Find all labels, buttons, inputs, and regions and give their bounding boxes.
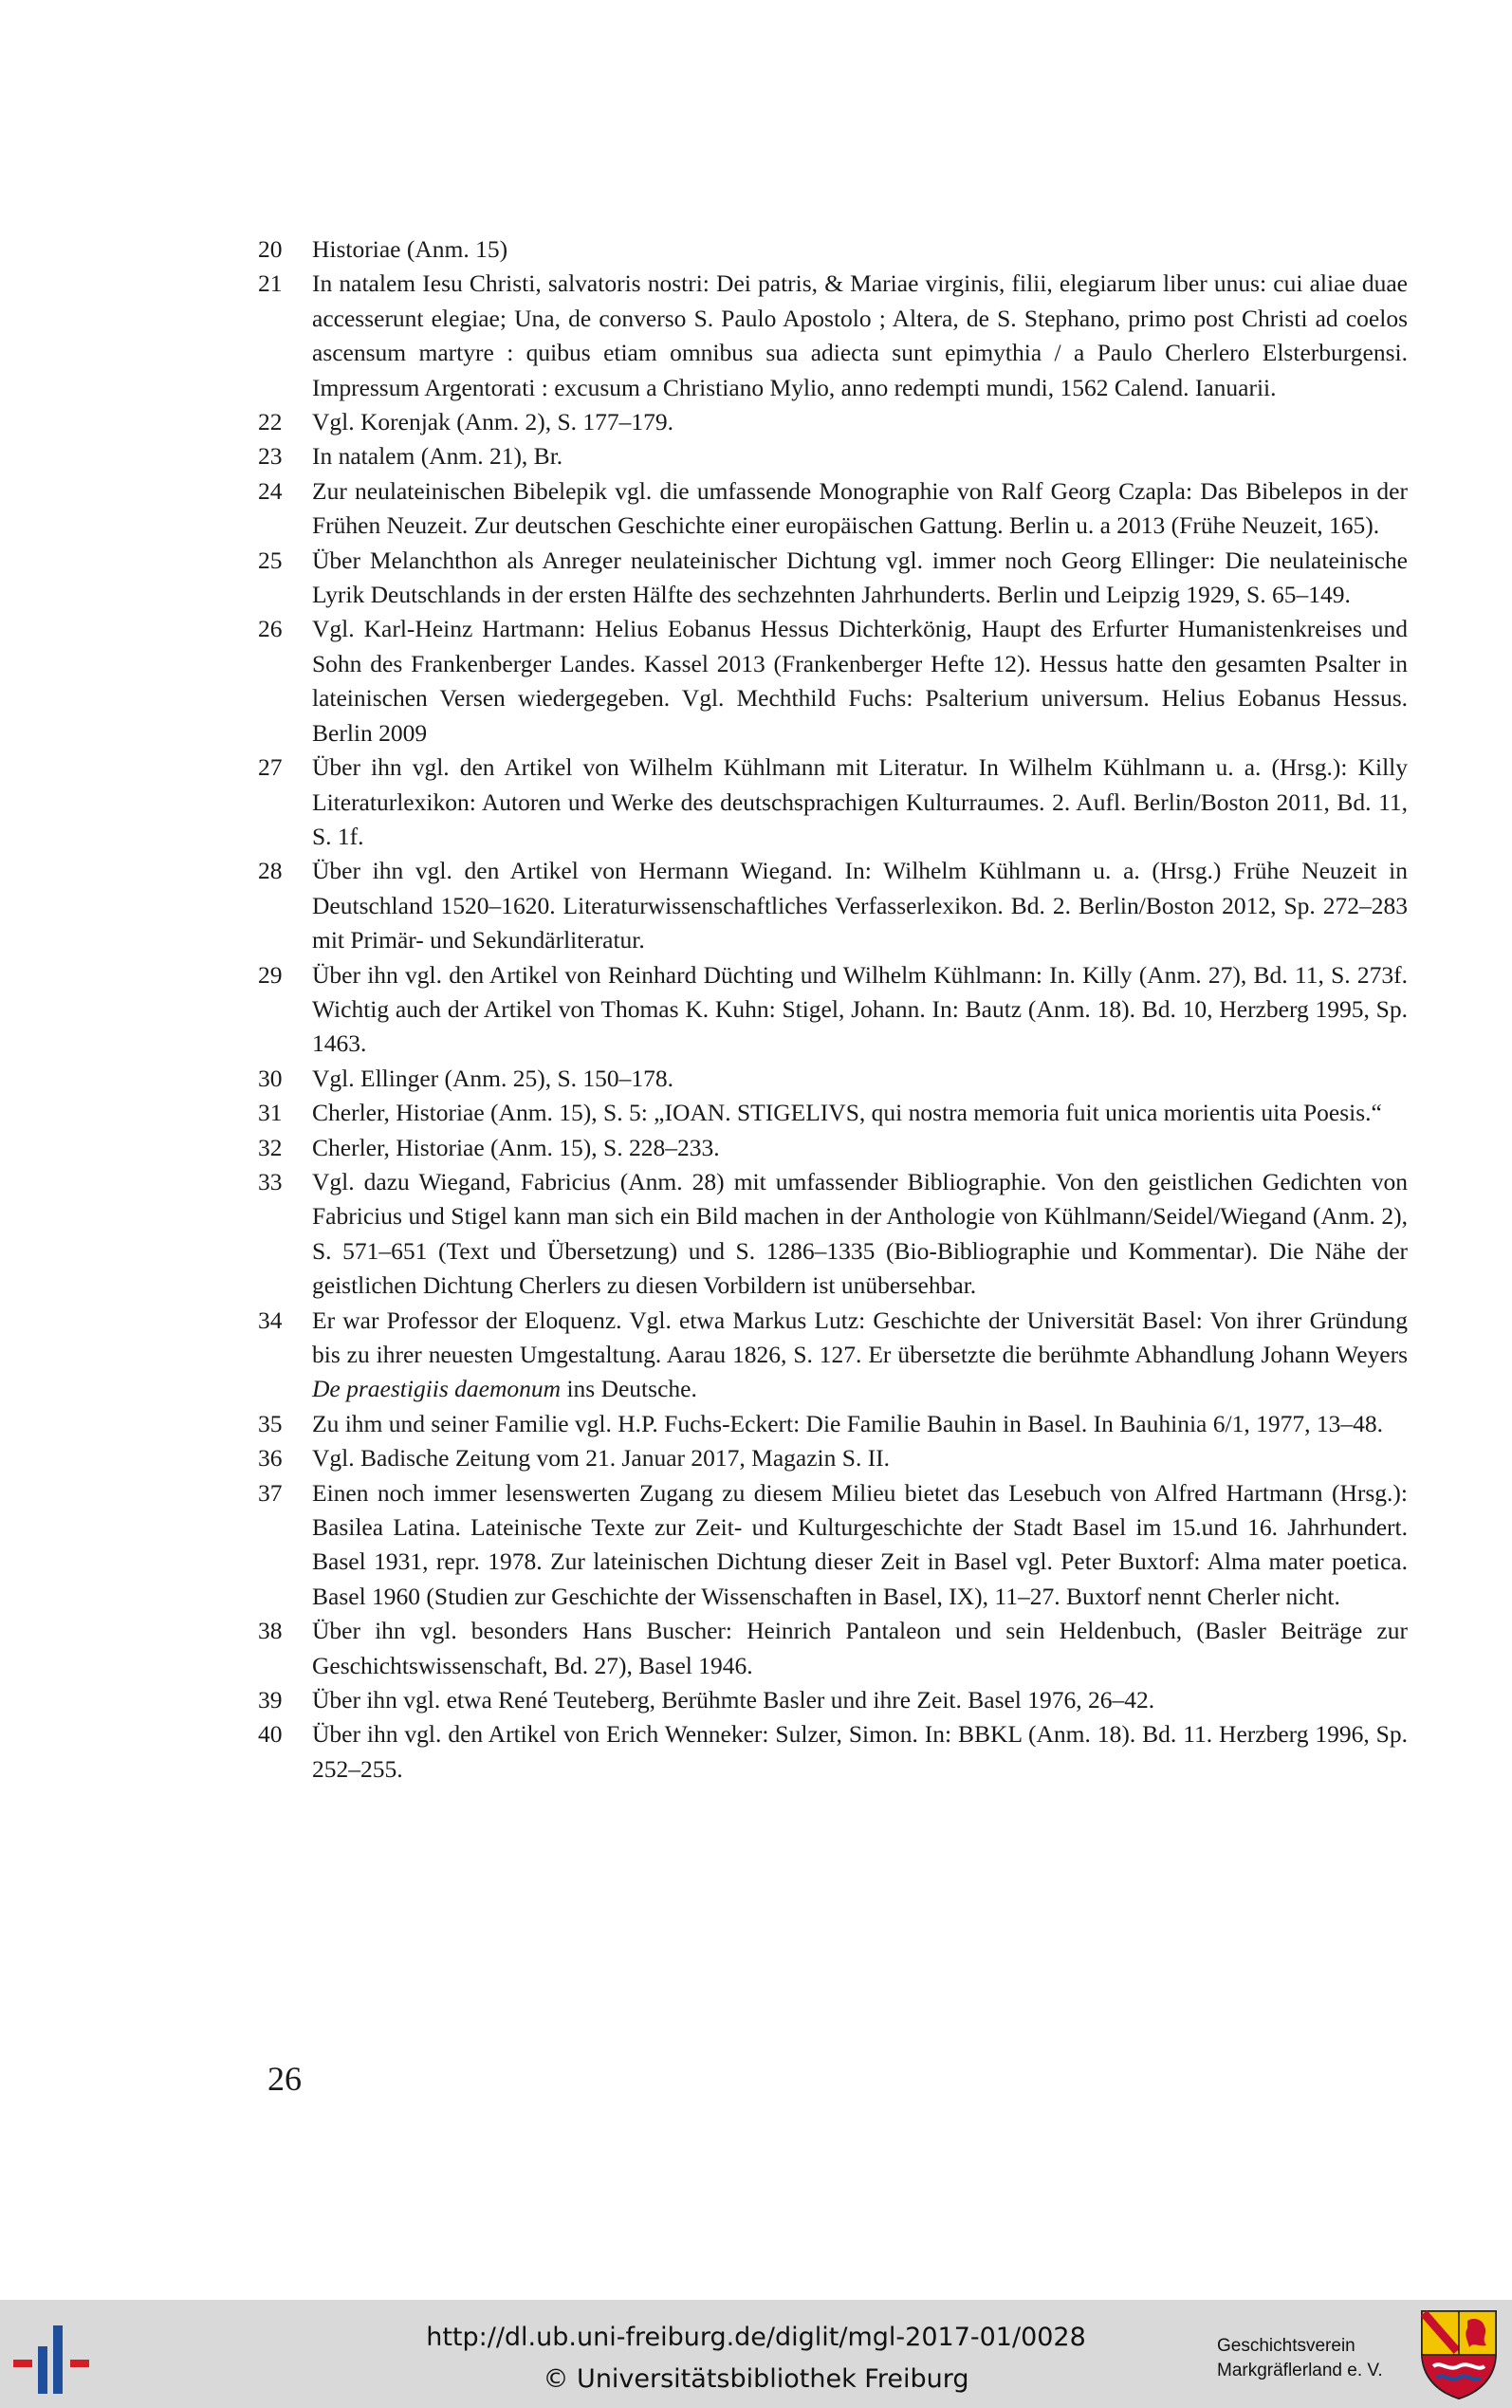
book-title: De praestigiis daemonum	[312, 1375, 562, 1403]
footnote	[258, 1441, 1408, 1475]
footnote-number: 34	[258, 1306, 283, 1334]
footnote	[258, 854, 1408, 957]
footnote	[258, 544, 1408, 613]
footnote-number: 20	[258, 235, 283, 263]
footnote-number: 40	[258, 1720, 283, 1749]
footnote-text: In natalem (Anm. 21), Br.	[312, 442, 563, 471]
footnote-text: Zu ihm und seiner Familie vgl. H.P. Fuchs-Eckert: Die Familie Bauhin in Basel. In Bauhinia 6/1, 1977, 13–48.	[312, 1409, 1383, 1437]
footnote-text: In natalem Iesu Christi, salvatoris nostri: Dei patris, & Mariae virginis, filii, elegiarum liber unus: cui aliae duae accesserunt elegiae; Una, de converso S. Paulo Apostolo ; Altera, de S. Stephano, primo post Christi ad coelos ascensum martyre : quibus etiam omnibus sua adiecta sunt epimythia / a Paulo Cherlero Elsterburgensi. Impressum Argentorati : excusum a Christiano Mylio, anno redempti mundi, 1562 Calend. Ianuarii.	[312, 269, 1408, 401]
coat-of-arms-icon	[1420, 2309, 1498, 2400]
footnote-text: Vgl. dazu Wiegand, Fabricius (Anm. 28) mit umfassender Bibliographie. Von den geistlichen Gedichten von Fabricius und Stigel kann man sich ein Bild machen in der Anthologie von Kühlmann/Seidel/Wiegand (Anm. 2), S. 571–651 (Text und Übersetzung) und S. 1286–1335 (Bio-Bibliographie und Kommentar). Die Nähe der geistlichen Dichtung Cherlers zu diesen Vorbildern ist unübersehbar.	[312, 1167, 1408, 1300]
footnote	[258, 612, 1408, 750]
footnote-text: Historiae (Anm. 15)	[312, 235, 508, 263]
footnote-number: 29	[258, 960, 283, 989]
footnote-text: Zur neulateinischen Bibelepik vgl. die umfassende Monographie von Ralf Georg Czapla: Das Bibelepos in der Frühen Neuzeit. Zur deutschen Geschichte einer europäischen Gattung. Berlin u. a 2013 (Frühe Neuzeit, 165).	[312, 476, 1408, 540]
footnote	[258, 232, 1408, 267]
footnote-number: 28	[258, 857, 283, 885]
footnote-text: Vgl. Korenjak (Anm. 2), S. 177–179.	[312, 408, 674, 436]
footnote	[258, 1476, 1408, 1615]
footnote-text: Vgl. Badische Zeitung vom 21. Januar 2017, Magazin S. II.	[312, 1444, 891, 1473]
footnote-text: Über ihn vgl. den Artikel von Reinhard Düchting und Wilhelm Kühlmann: In. Killy (Anm. 27), Bd. 11, S. 273f. Wichtig auch der Artikel von Thomas K. Kuhn: Stigel, Johann. In: Bautz (Anm. 18). Bd. 10, Herzberg 1995, Sp. 1463.	[312, 960, 1408, 1058]
footnote	[258, 405, 1408, 439]
footnote	[258, 474, 1408, 544]
footnote	[258, 1683, 1408, 1717]
society-name-line: Markgräflerland e. V.	[1217, 2361, 1383, 2380]
footnote	[258, 1165, 1408, 1304]
footnote-number: 23	[258, 442, 283, 471]
footnote-text: Über ihn vgl. den Artikel von Erich Wenneker: Sulzer, Simon. In: BBKL (Anm. 18). Bd. 11. Herzberg 1996, Sp. 252–255.	[312, 1720, 1408, 1783]
footnote-number: 39	[258, 1686, 283, 1714]
footnote-number: 36	[258, 1444, 283, 1473]
copyright-notice: © Universitätsbibliothek Freiburg	[543, 2364, 969, 2394]
permalink-url[interactable]: http://dl.ub.uni-freiburg.de/diglit/mgl-2017-01/0028	[426, 2323, 1086, 2352]
footnote	[258, 1062, 1408, 1096]
footnote-text: Einen noch immer lesenswerten Zugang zu diesem Milieu bietet das Lesebuch von Alfred Hartmann (Hrsg.): Basilea Latina. Lateinische Texte zur Zeit- und Kulturgeschichte der Stadt Basel im 15.und 16. Jahrhundert. Basel 1931, repr. 1978. Zur lateinischen Dichtung dieser Zeit in Basel vgl. Peter Buxtorf: Alma mater poetica. Basel 1960 (Studien zur Geschichte der Wissenschaften in Basel, IX), 11–27. Buxtorf nennt Cherler nicht.	[312, 1478, 1408, 1610]
footnote	[258, 1717, 1408, 1787]
footnote-number: 37	[258, 1478, 283, 1507]
footnote	[258, 1096, 1408, 1130]
footnote-number: 27	[258, 753, 283, 782]
footnote-number: 22	[258, 408, 283, 436]
footnote	[258, 750, 1408, 854]
footnote-text: Vgl. Karl-Heinz Hartmann: Helius Eobanus Hessus Dichterkönig, Haupt des Erfurter Humanistenkreises und Sohn des Frankenberger Landes. Kassel 2013 (Frankenberger Hefte 12). Hessus hatte den gesamten Psalter in lateinischen Versen wiedergegeben. Vgl. Mechthild Fuchs: Psalterium universum. Helius Eobanus Hessus. Berlin 2009	[312, 615, 1408, 747]
footnote	[258, 439, 1408, 473]
footnote-number: 30	[258, 1064, 283, 1092]
footnote	[258, 1304, 1408, 1407]
footnote-text: Über ihn vgl. den Artikel von Wilhelm Kühlmann mit Literatur. In Wilhelm Kühlmann u. a. (Hrsg.): Killy Literaturlexikon: Autoren und Werke des deutschsprachigen Kulturraumes. 2. Aufl. Berlin/Boston 2011, Bd. 11, S. 1f.	[312, 753, 1408, 850]
footnote	[258, 958, 1408, 1062]
footnote-text: Cherler, Historiae (Anm. 15), S. 228–233.	[312, 1133, 720, 1161]
footnotes-list	[258, 232, 1408, 1787]
footnote-text: Über Melanchthon als Anreger neulateinischer Dichtung vgl. immer noch Georg Ellinger: Die neulateinische Lyrik Deutschlands in der ersten Hälfte des sechzehnten Jahrhunderts. Berlin und Leipzig 1929, S. 65–149.	[312, 546, 1408, 609]
society-name	[1217, 2334, 1407, 2383]
footnote-number: 25	[258, 546, 283, 574]
footnote	[258, 1407, 1408, 1441]
footnote-text: Über ihn vgl. den Artikel von Hermann Wiegand. In: Wilhelm Kühlmann u. a. (Hrsg.) Frühe Neuzeit in Deutschland 1520–1620. Literaturwissenschaftliches Verfasserlexikon. Bd. 2. Berlin/Boston 2012, Sp. 272–283 mit Primär- und Sekundärliteratur.	[312, 857, 1408, 954]
footnote-text: ins Deutsche.	[561, 1375, 697, 1403]
footnote-number: 31	[258, 1099, 283, 1127]
footnote-number: 26	[258, 615, 283, 643]
footnote	[258, 1131, 1408, 1165]
footnote-text: Cherler, Historiae (Anm. 15), S. 5: „IOAN. STIGELIVS, qui nostra memoria fuit unica morientis uita Poesis.“	[312, 1099, 1382, 1127]
footnote-number: 35	[258, 1409, 283, 1437]
footnote	[258, 267, 1408, 405]
footnote-number: 21	[258, 269, 283, 298]
society-name-line: Geschichtsverein	[1217, 2336, 1355, 2356]
footnote-text: Über ihn vgl. etwa René Teuteberg, Berühmte Basler und ihre Zeit. Basel 1976, 26–42.	[312, 1686, 1155, 1714]
footnote-number: 24	[258, 476, 283, 505]
footnote-text: Über ihn vgl. besonders Hans Buscher: Heinrich Pantaleon und sein Heldenbuch, (Basler Beiträge zur Geschichtswissenschaft, Bd. 27), Basel 1946.	[312, 1617, 1408, 1679]
footnote-number: 32	[258, 1133, 283, 1161]
footnote-text: Vgl. Ellinger (Anm. 25), S. 150–178.	[312, 1064, 674, 1092]
page-number: 26	[267, 2060, 302, 2098]
footnote-text: Er war Professor der Eloquenz. Vgl. etwa Markus Lutz: Geschichte der Universität Basel: Von ihrer Gründung bis zu ihrer neuesten Umgestaltung. Aarau 1826, S. 127. Er übersetzte die berühmte Abhandlung Johann Weyers	[312, 1306, 1408, 1368]
footnote	[258, 1614, 1408, 1683]
footnote-number: 33	[258, 1167, 283, 1195]
footnote-number: 38	[258, 1617, 283, 1645]
